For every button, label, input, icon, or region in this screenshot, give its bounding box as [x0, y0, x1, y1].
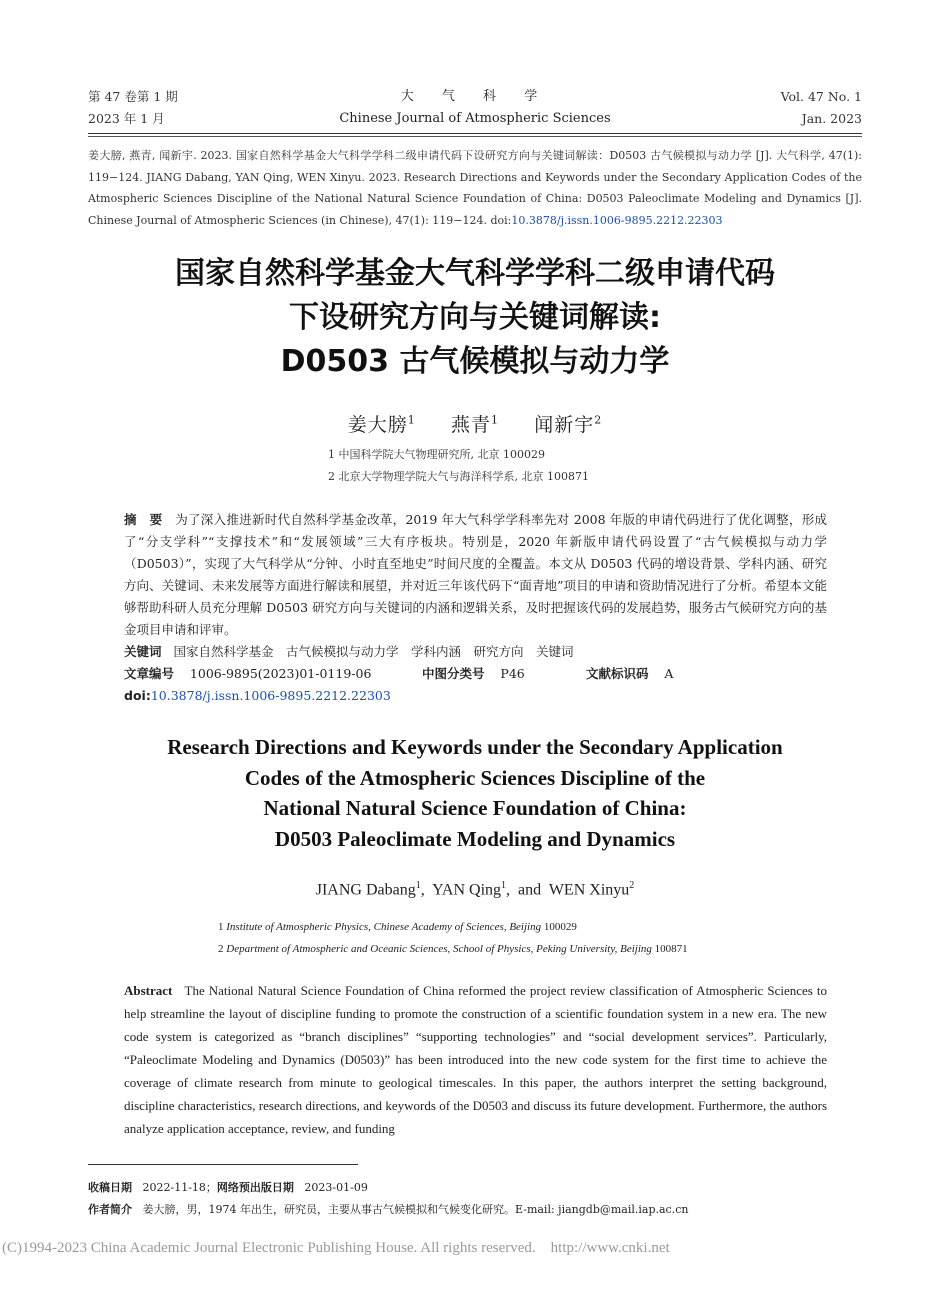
author-bio: 姜大膀，男，1974 年出生，研究员，主要从事古气候模拟和气候变化研究。E-mail: jiangdb@mail.iap.ac.cn: [142, 1203, 689, 1216]
footnote-dates: [88, 1177, 888, 1199]
abstract-cn: [124, 509, 827, 707]
affiliation-en-2-text: Department of Atmospheric and Oceanic Sciences, School of Physics, Peking University, Beijing: [226, 943, 652, 955]
article-meta: [124, 663, 827, 685]
author-cn-2: 燕青: [450, 414, 491, 436]
received-label: 收稿日期: [88, 1181, 132, 1194]
abstract-cn-text: 为了深入推进新时代自然科学基金改革，2019 年大气科学学科率先对 2008 年版的申请代码进行了优化调整，形成了“分支学科”“支撑技术”和“发展领域”三大有序板块。特别是，2020 年新版申请代码设置了“古气候模拟与动力学（D0503）”，实现了大气科学从“分钟、小时直至地史”时间尺度的全覆盖。本文从 D0503 代码的增设背景、学科内涵、研究方向、关键词、未来发展等方面进行解读和展望，并对近三年该代码下“面青地”项目的申请和资助情况进行了分析。希望本文能够帮助科研人员充分理解 D0503 研究方向与关键词的内涵和逻辑关系，及时把握该代码的发展趋势，服务古气候研究方向的基金项目申请和评审。: [124, 512, 828, 637]
journal-issue-cn: [88, 86, 178, 130]
title-en: [60, 732, 890, 854]
affiliation-en-2-num: 2: [218, 943, 227, 955]
author-en-sep-1: ,: [420, 881, 433, 899]
author-en-2: YAN Qing: [432, 881, 502, 899]
keywords-cn-text: 国家自然科学基金 古气候模拟与动力学 学科内涵 研究方向 关键词: [173, 644, 574, 659]
author-cn-1: 姜大膀: [347, 414, 408, 436]
article-no: [124, 663, 371, 685]
journal-name-cn: 大 气 科 学: [400, 89, 550, 104]
keywords-cn-label: 关键词: [124, 644, 162, 659]
footnote-author: [88, 1199, 888, 1221]
volume-issue-cn: 第 47 卷第 1 期: [88, 89, 178, 104]
author-bio-label: 作者简介: [88, 1203, 132, 1216]
doi-line: [124, 685, 827, 707]
title-en-line1: Research Directions and Keywords under the Secondary Application: [167, 735, 783, 759]
online-date: 2023-01-09: [304, 1181, 368, 1194]
title-cn-line3: D0503 古气候模拟与动力学: [280, 344, 670, 379]
doi-link[interactable]: 10.3878/j.issn.1006-9895.2212.22303: [150, 688, 391, 703]
clc: [422, 663, 525, 685]
clc-label: 中图分类号: [422, 666, 485, 681]
doc-code-label: 文献标识码: [586, 666, 649, 681]
citation-doi-link[interactable]: 10.3878/j.issn.1006-9895.2212.22303: [511, 213, 723, 227]
article-no-label: 文章编号: [124, 666, 175, 681]
footnote-rule: [88, 1164, 358, 1165]
received-date: 2022-11-18；: [142, 1181, 217, 1194]
authors-en: [200, 880, 750, 899]
online-label: 网络预出版日期: [216, 1181, 294, 1194]
title-cn-line2: 下设研究方向与关键词解读:: [289, 300, 661, 335]
date-cn: 2023 年 1 月: [88, 111, 165, 126]
abstract-en-text: The National Natural Science Foundation of China reformed the project review classification of Atmospheric Sciences to help streamline the layout of discipline funding to promote the construction of a scientific foundation system in a new era. The new code system is categorized as “branch disciplines” “supporting technologies” and “social development services”. Particularly, “Paleoclimate Modeling and Dynamics (D0503)” has been introduced into the new code system for the first time to achieve the coverage of climate research from minute to geological timescales. In this paper, the authors interpret the setting background, discipline characteristics, research directions, and keywords of the D0503 and discuss its future development. Furthermore, the authors analyze application acceptance, review, and funding: [124, 983, 827, 1136]
title-en-line2: Codes of the Atmospheric Sciences Discipline of the: [244, 765, 706, 790]
abstract-en-label: Abstract: [124, 983, 173, 998]
footnote: [88, 1177, 888, 1221]
author-en-1: JIANG Dabang: [315, 881, 416, 899]
author-en-3-aff: 2: [629, 880, 635, 891]
affiliation-en-1: [218, 916, 688, 938]
title-en-line4: D0503 Paleoclimate Modeling and Dynamics: [274, 826, 676, 851]
journal-name: [300, 86, 650, 130]
journal-name-en: Chinese Journal of Atmospheric Sciences: [339, 111, 611, 126]
doc-code: [586, 663, 673, 685]
affiliation-en-2-code: 100871: [651, 943, 688, 955]
affiliation-cn-2: 2 北京大学物理学院大气与海洋科学系, 北京 100871: [328, 470, 589, 483]
citation-block: [88, 145, 862, 231]
title-cn: [60, 252, 890, 384]
affiliations-en: [218, 916, 688, 960]
copyright-footer: (C)1994-2023 China Academic Journal Electronic Publishing House. All rights reserved. http://www.cnki.net: [2, 1240, 670, 1256]
affiliation-en-1-text: Institute of Atmospheric Physics, Chinese Academy of Sciences, Beijing: [226, 921, 542, 933]
abstract-en: [124, 979, 827, 1140]
header-rule-bottom: [88, 136, 862, 137]
author-en-3: WEN Xinyu: [548, 881, 630, 899]
author-cn-1-aff: 1: [407, 413, 416, 427]
author-en-sep-2: , and: [506, 881, 549, 899]
article-no-value: 1006-9895(2023)01-0119-06: [189, 666, 372, 681]
journal-issue-en: [781, 86, 862, 130]
author-en-1-aff: 1: [415, 880, 421, 891]
title-cn-line1: 国家自然科学基金大气科学学科二级申请代码: [175, 256, 775, 291]
author-cn-3-aff: 2: [594, 413, 603, 427]
doi-label: doi:: [124, 688, 151, 703]
abstract-cn-label: 摘 要: [124, 512, 163, 527]
doc-code-value: A: [664, 666, 674, 681]
author-cn-2-aff: 1: [491, 413, 499, 427]
title-en-line3: National Natural Science Foundation of China:: [263, 796, 687, 820]
keywords-cn: [124, 641, 827, 663]
affiliation-en-2: [218, 938, 688, 960]
clc-value: P46: [500, 666, 525, 681]
date-en: Jan. 2023: [801, 111, 862, 126]
affiliation-en-1-code: 100029: [541, 921, 577, 933]
abstract-cn-body: [124, 509, 827, 641]
affiliation-cn-1: 1 中国科学院大气物理研究所, 北京 100029: [328, 448, 545, 461]
author-cn-3: 闻新宇: [534, 414, 595, 436]
authors-cn: [200, 410, 750, 437]
affiliations-cn: [328, 444, 589, 488]
citation-text: 姜大膀, 燕青, 闻新宇. 2023. 国家自然科学基金大气科学学科二级申请代码下设研究方向与关键词解读：D0503 古气候模拟与动力学 [J]. 大气科学, 47(1): 119−124. JIANG Dabang, YAN Qing, WEN Xinyu. 2023. Research Directions and Keywords under the Secondary Application Codes of the Atmospheric Sciences Discipline of the National Natural Science Foundation of China: D0503 Paleoclimate Modeling and Dynamics [J]. Chinese Journal of Atmospheric Sciences (in Chinese), 47(1): 119−124. doi:: [88, 149, 862, 227]
volume-issue-en: Vol. 47 No. 1: [780, 89, 862, 104]
author-en-2-aff: 1: [501, 880, 507, 891]
affiliation-en-1-num: 1: [218, 921, 227, 933]
header-rule-top: [88, 133, 862, 134]
